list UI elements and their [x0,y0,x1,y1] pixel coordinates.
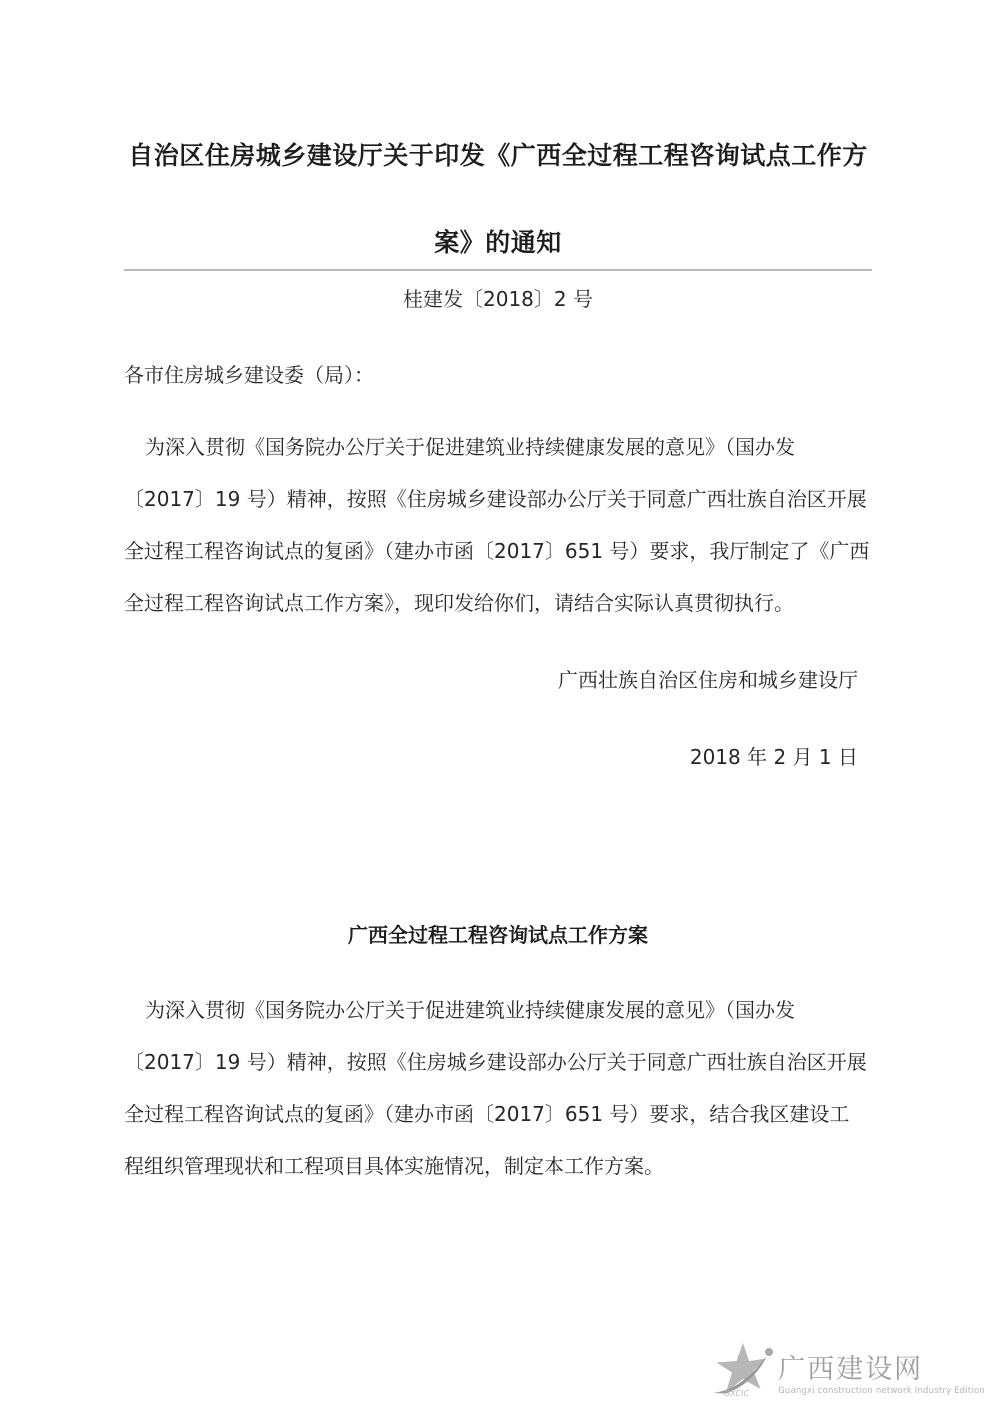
site-watermark [712,1342,985,1398]
site-watermark-text [778,1355,985,1398]
star-logo-icon [712,1342,774,1398]
document-content [0,136,992,1192]
paragraph-line: 程组织管理现状和工程项目具体实施情况，制定本工作方案。 [124,1154,664,1178]
paragraph-line: 为深入贯彻《国务院办公厅关于促进建筑业持续健康发展的意见》（国办发 [145,998,795,1022]
logo-small-text: GXCIC [724,1389,750,1398]
paragraph-line: 为深入贯彻《国务院办公厅关于促进建筑业持续健康发展的意见》（国办发 [145,435,795,459]
paragraph-line: 〔2017〕19 号）精神，按照《住房城乡建设部办公厅关于同意广西壮族自治区开展 [124,487,867,511]
site-tagline: Guangxi construction network Industry Edition [778,1386,985,1396]
plan-body-paragraph [124,984,872,1192]
notice-title-line-2: 案》的通知 [434,228,562,257]
paragraph-line: 全过程工程咨询试点的复函》（建办市函〔2017〕651 号）要求，结合我区建设工 [124,1102,850,1126]
paragraph-line: 〔2017〕19 号）精神，按照《住房城乡建设部办公厅关于同意广西壮族自治区开展 [124,1050,867,1074]
notice-title-line-1: 自治区住房城乡建设厅关于印发《广西全过程工程咨询试点工作方 [128,141,868,170]
site-name: 广西建设网 [778,1354,924,1385]
paragraph-line: 全过程工程咨询试点工作方案》，现印发给你们，请结合实际认真贯彻执行。 [124,591,794,615]
issue-date: 2018 年 2 月 1 日 [689,745,858,769]
salutation: 各市住房城乡建设委（局）： [124,363,374,387]
plan-title: 广西全过程工程咨询试点工作方案 [348,923,648,947]
issuer-signature: 广西壮族自治区住房和城乡建设厅 [558,668,858,692]
doc-number: 桂建发〔2018〕2 号 [403,287,593,311]
title-divider [124,269,872,271]
paragraph-line: 全过程工程咨询试点的复函》（建办市函〔2017〕651 号）要求，我厅制定了《广西 [124,539,870,563]
notice-body-paragraph [124,421,872,629]
